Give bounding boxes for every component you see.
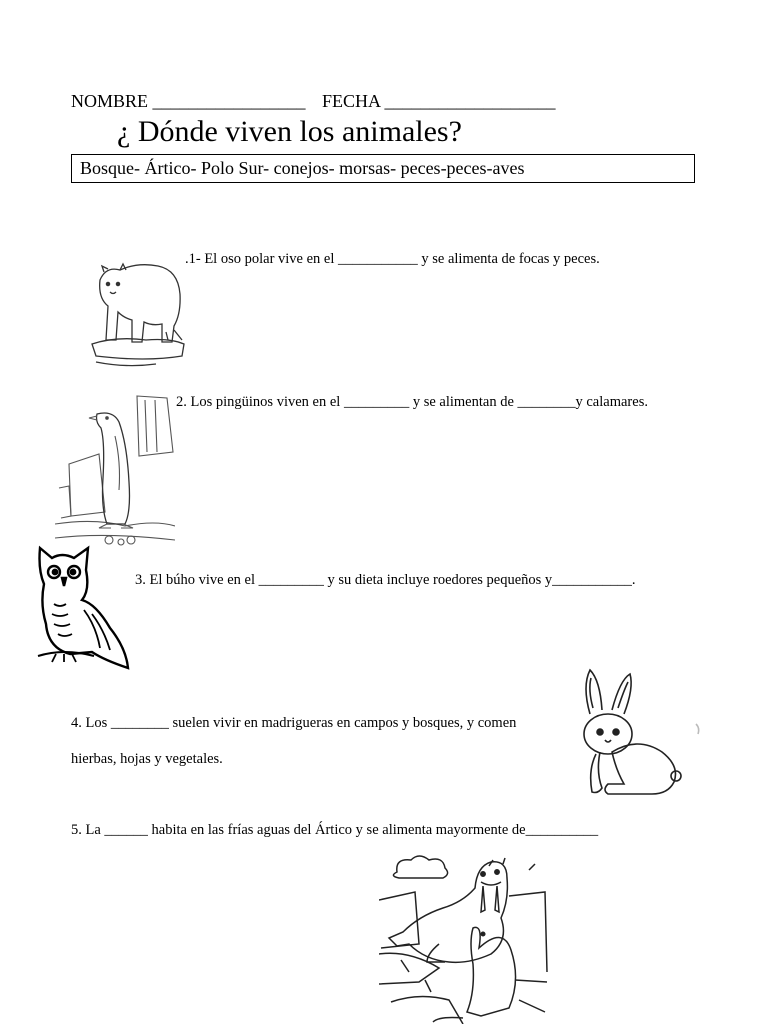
question-4-line-2: hierbas, hojas y vegetales. [71, 751, 223, 767]
header-line [71, 91, 556, 112]
page-title: ¿ Dónde viven los animales? [117, 115, 462, 148]
word-bank-box [71, 154, 695, 183]
word-bank-text: Bosque- Ártico- Polo Sur- conejos- morsas- peces-peces-aves [80, 158, 525, 178]
question-2: 2. Los pingüinos viven en el _________ y se alimentan de ________y calamares. [176, 394, 648, 410]
owl-icon [34, 544, 132, 672]
walrus-icon [379, 852, 549, 1024]
penguin-icon [55, 392, 175, 547]
question-1: .1- El oso polar vive en el ___________ y se alimenta de focas y peces. [185, 251, 600, 267]
question-3: 3. El búho vive en el _________ y su dieta incluye roedores pequeños y___________. [135, 572, 636, 588]
date-field[interactable]: FECHA ___________________ [322, 91, 556, 111]
rabbit-icon [572, 666, 700, 802]
question-5: 5. La ______ habita en las frías aguas del Ártico y se alimenta mayormente de__________ [71, 822, 599, 838]
polar-bear-icon [86, 240, 186, 370]
question-4-line-1: 4. Los ________ suelen vivir en madrigueras en campos y bosques, y comen [71, 715, 517, 731]
name-field[interactable]: NOMBRE _________________ [71, 91, 306, 111]
